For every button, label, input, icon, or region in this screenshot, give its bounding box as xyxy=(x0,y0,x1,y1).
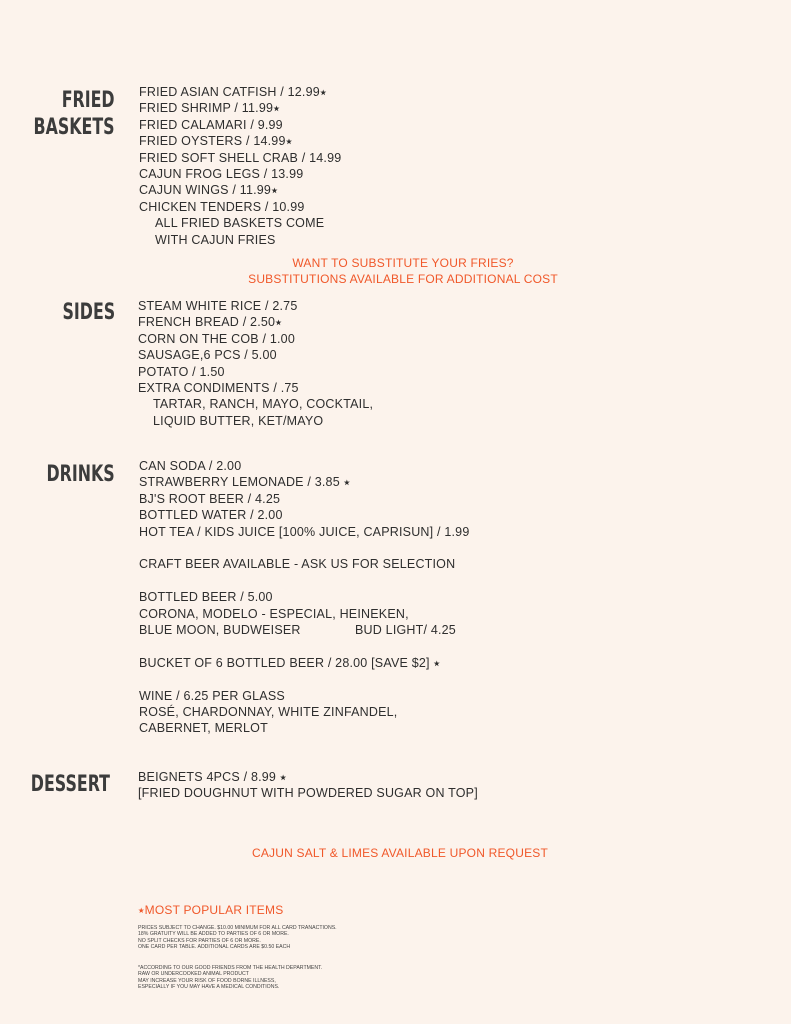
menu-item: FRIED SOFT SHELL CRAB / 14.99 xyxy=(139,150,342,165)
menu-item: STEAM WHITE RICE / 2.75 xyxy=(138,299,298,313)
fried-baskets-note-line-1: ALL FRIED BASKETS COME xyxy=(155,216,325,231)
menu-item: FRIED OYSTERS / 14.99⭑ xyxy=(139,134,293,149)
menu-item: SAUSAGE,6 PCS / 5.00 xyxy=(138,348,277,363)
fried-baskets-heading xyxy=(34,87,115,141)
fine-print-line: RAW OR UNDERCOOKED ANIMAL PRODUCT xyxy=(138,971,249,978)
menu-item: CORN ON THE COB / 1.00 xyxy=(138,331,295,346)
condiments-line-1: TARTAR, RANCH, MAYO, COCKTAIL, xyxy=(153,397,374,412)
substitute-fries-question: WANT TO SUBSTITUTE YOUR FRIES? xyxy=(292,256,514,270)
fine-print-line: PRICES SUBJECT TO CHANGE. $10.00 MINIMUM FOR ALL CARD TRANACTIONS. xyxy=(138,925,337,931)
fried-baskets-heading-line-2: BASKETS xyxy=(33,115,115,140)
menu-item: FRENCH BREAD / 2.50⭑ xyxy=(138,315,283,330)
fried-baskets-note-line-2: WITH CAJUN FRIES xyxy=(155,232,276,247)
bud-light-price: BUD LIGHT/ 4.25 xyxy=(355,623,456,638)
menu-item: EXTRA CONDIMENTS / .75 xyxy=(138,381,299,396)
drinks-list xyxy=(139,458,469,737)
menu-item: BOTTLED WATER / 2.00 xyxy=(139,508,283,523)
menu-item: HOT TEA / KIDS JUICE [100% JUICE, CAPRISUN] / 1.99 xyxy=(139,524,470,539)
menu-item: BEIGNETS 4PCS / 8.99 ⭑ xyxy=(138,770,287,784)
health-warning-fine-print xyxy=(138,965,322,990)
beer-bucket-item: BUCKET OF 6 BOTTLED BEER / 28.00 [SAVE $2] ⭑ xyxy=(139,655,441,670)
menu-item: FRIED SHRIMP / 11.99⭑ xyxy=(139,101,281,116)
menu-item: [FRIED DOUGHNUT WITH POWDERED SUGAR ON TOP] xyxy=(138,786,478,801)
wine-title: WINE / 6.25 PER GLASS xyxy=(139,688,285,703)
menu-item: POTATO / 1.50 xyxy=(138,364,225,379)
dessert-list xyxy=(138,769,478,802)
fine-print-line: NO SPLIT CHECKS FOR PARTIES OF 6 OR MORE. xyxy=(138,937,261,944)
fine-print-line: MAY INCREASE YOUR RISK OF FOOD BORNE ILLNESS, xyxy=(138,977,276,984)
menu-item: CAJUN WINGS / 11.99⭑ xyxy=(139,183,279,198)
wine-list-2: CABERNET, MERLOT xyxy=(139,721,268,736)
pricing-policy-fine-print xyxy=(138,925,337,950)
menu-item: CHICKEN TENDERS / 10.99 xyxy=(139,199,305,214)
substitute-fries-cost: SUBSTITUTIONS AVAILABLE FOR ADDITIONAL COST xyxy=(248,272,558,286)
bottled-beer-list-1: CORONA, MODELO - ESPECIAL, HEINEKEN, xyxy=(139,606,409,621)
condiments-line-2: LIQUID BUTTER, KET/MAYO xyxy=(153,413,324,428)
fine-print-line: *ACCORDING TO OUR GOOD FRIENDS FROM THE HEALTH DEPARTMENT. xyxy=(138,965,323,971)
menu-item: FRIED CALAMARI / 9.99 xyxy=(139,117,283,132)
fine-print-line: ESPECIALLY IF YOU MAY HAVE A MEDICAL CONDITIONS. xyxy=(138,983,280,990)
dessert-heading: DESSERT xyxy=(30,772,110,797)
most-popular-legend: ⭑MOST POPULAR ITEMS xyxy=(138,903,284,917)
drinks-heading: DRINKS xyxy=(46,462,115,487)
menu-item: CAJUN FROG LEGS / 13.99 xyxy=(139,167,304,182)
menu-item: CAN SODA / 2.00 xyxy=(139,459,242,473)
sides-list xyxy=(138,298,373,429)
substitute-fries-note xyxy=(203,255,603,287)
sides-heading: SIDES xyxy=(62,300,115,325)
wine-list-1: ROSÉ, CHARDONNAY, WHITE ZINFANDEL, xyxy=(139,705,398,720)
menu-item: FRIED ASIAN CATFISH / 12.99⭑ xyxy=(139,85,327,99)
craft-beer-note: CRAFT BEER AVAILABLE - ASK US FOR SELECTION xyxy=(139,557,456,572)
fried-baskets-heading-line-1: FRIED xyxy=(62,88,115,113)
fine-print-line: ONE CARD PER TABLE. ADDITIONAL CARDS ARE $0.50 EACH xyxy=(138,943,291,950)
bottled-beer-brands: BLUE MOON, BUDWEISER xyxy=(139,623,301,638)
cajun-salt-note: CAJUN SALT & LIMES AVAILABLE UPON REQUEST xyxy=(251,846,549,860)
menu-item: BJ'S ROOT BEER / 4.25 xyxy=(139,491,281,506)
fine-print-line: 18% GRATUITY WILL BE ADDED TO PARTIES OF 6 OR MORE. xyxy=(138,931,289,938)
menu-item: STRAWBERRY LEMONADE / 3.85 ⭑ xyxy=(139,475,351,490)
bottled-beer-title: BOTTLED BEER / 5.00 xyxy=(139,590,273,605)
fried-baskets-list xyxy=(139,84,341,248)
bottled-beer-list-2 xyxy=(139,622,469,638)
